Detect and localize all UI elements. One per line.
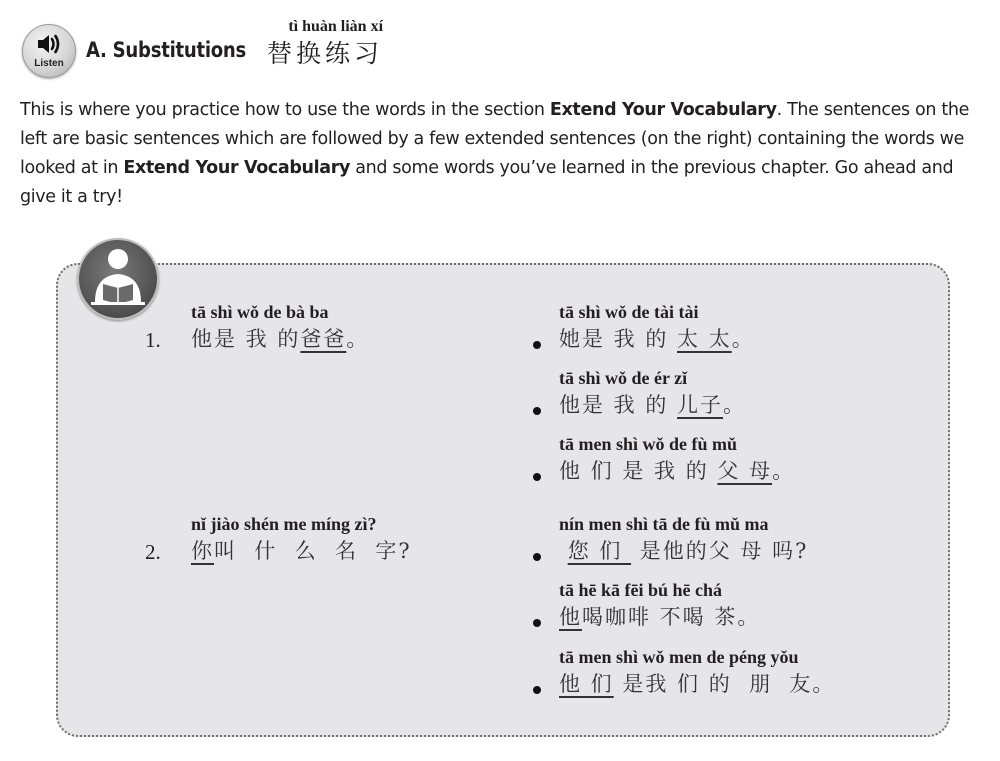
intro-paragraph bbox=[20, 96, 985, 212]
hanzi-text: 她是 我 的 bbox=[559, 327, 678, 351]
title-pinyin: tì huàn liàn xí bbox=[288, 18, 384, 35]
exercise-number: 2. bbox=[145, 540, 161, 564]
exercise-2-basic bbox=[191, 514, 412, 565]
bullet-icon bbox=[533, 686, 541, 694]
pinyin: nín men shì tā de fù mǔ ma bbox=[559, 514, 769, 534]
bullet-icon bbox=[533, 341, 541, 349]
pinyin: tā hē kā fēi bú hē chá bbox=[559, 580, 723, 600]
substitution-word: 你 bbox=[191, 539, 214, 563]
hanzi-text: 。 bbox=[346, 327, 370, 351]
hanzi-text: 。 bbox=[772, 459, 796, 483]
bullet-icon bbox=[533, 619, 541, 627]
intro-text-1: This is where you practice how to use the words in the section bbox=[20, 100, 550, 120]
pinyin: nǐ jiào shén me míng zì? bbox=[191, 514, 377, 534]
substitution-word: 他 bbox=[559, 605, 582, 629]
hanzi-text: 。 bbox=[731, 327, 755, 351]
hanzi-text: 他 们 是 我 的 bbox=[559, 459, 718, 483]
exercise-number: 1. bbox=[145, 328, 161, 352]
reader-icon bbox=[77, 238, 159, 320]
bullet-icon bbox=[533, 473, 541, 481]
hanzi-text bbox=[559, 539, 568, 563]
hanzi-text: 。 bbox=[723, 393, 747, 417]
bullet-icon bbox=[533, 553, 541, 561]
substitution-word: 太 太 bbox=[677, 327, 732, 351]
hanzi-text: 叫 什 么 名 字? bbox=[214, 539, 412, 563]
hanzi bbox=[191, 535, 412, 565]
substitution-word: 他 们 bbox=[559, 672, 614, 696]
hanzi bbox=[559, 668, 835, 698]
pinyin: tā shì wǒ de bà ba bbox=[191, 302, 329, 322]
listen-label: Listen bbox=[34, 58, 64, 69]
hanzi-text: 他是 我 的 bbox=[559, 393, 678, 417]
exercise-1-extended-3 bbox=[559, 434, 795, 485]
substitution-word: 父 母 bbox=[717, 459, 773, 483]
hanzi-text: 是他的父 母 吗? bbox=[631, 539, 809, 563]
section-header bbox=[20, 18, 520, 82]
title-chinese-block bbox=[267, 18, 383, 70]
intro-bold-1: Extend Your Vocabulary bbox=[549, 100, 777, 120]
exercise-1-extended-1 bbox=[559, 302, 755, 353]
hanzi bbox=[559, 601, 760, 631]
title-chinese: 替换练习 bbox=[267, 39, 384, 68]
hanzi-text: 是我 们 的 朋 友。 bbox=[613, 672, 836, 696]
intro-bold-2: Extend Your Vocabulary bbox=[123, 158, 351, 178]
hanzi-text: 喝咖啡 不喝 茶。 bbox=[582, 605, 761, 629]
substitution-word: 您 们 bbox=[567, 539, 632, 563]
hanzi bbox=[559, 389, 746, 419]
pinyin: tā shì wǒ de ér zǐ bbox=[559, 368, 688, 388]
listen-button[interactable] bbox=[22, 24, 76, 78]
hanzi bbox=[559, 455, 795, 485]
substitution-word: 爸爸 bbox=[300, 327, 347, 351]
exercise-2-extended-3 bbox=[559, 647, 835, 698]
exercise-2-extended-1 bbox=[559, 514, 808, 565]
hanzi bbox=[559, 535, 808, 565]
exercise-1-basic bbox=[191, 302, 369, 353]
intro-text-3: and some words you’ve learned in the previous chapter. Go ahead and give it a try! bbox=[20, 158, 954, 207]
pinyin: tā shì wǒ de tài tài bbox=[559, 302, 699, 322]
substitution-word: 儿子 bbox=[677, 393, 724, 417]
section-title: A. Substitutions bbox=[86, 38, 247, 62]
intro-text-2: . The sentences on the left are basic sentences which are followed by a few extended sentences (on the right) containing the words we looked at in bbox=[20, 100, 970, 178]
hanzi-text: 他是 我 的 bbox=[191, 327, 301, 351]
exercise-2-extended-2 bbox=[559, 580, 760, 631]
bullet-icon bbox=[533, 407, 541, 415]
exercise-1-extended-2 bbox=[559, 368, 746, 419]
speaker-icon bbox=[36, 32, 62, 56]
hanzi bbox=[559, 323, 755, 353]
pinyin: tā men shì wǒ men de péng yǒu bbox=[559, 647, 799, 667]
pinyin: tā men shì wǒ de fù mǔ bbox=[559, 434, 738, 454]
hanzi bbox=[191, 323, 369, 353]
